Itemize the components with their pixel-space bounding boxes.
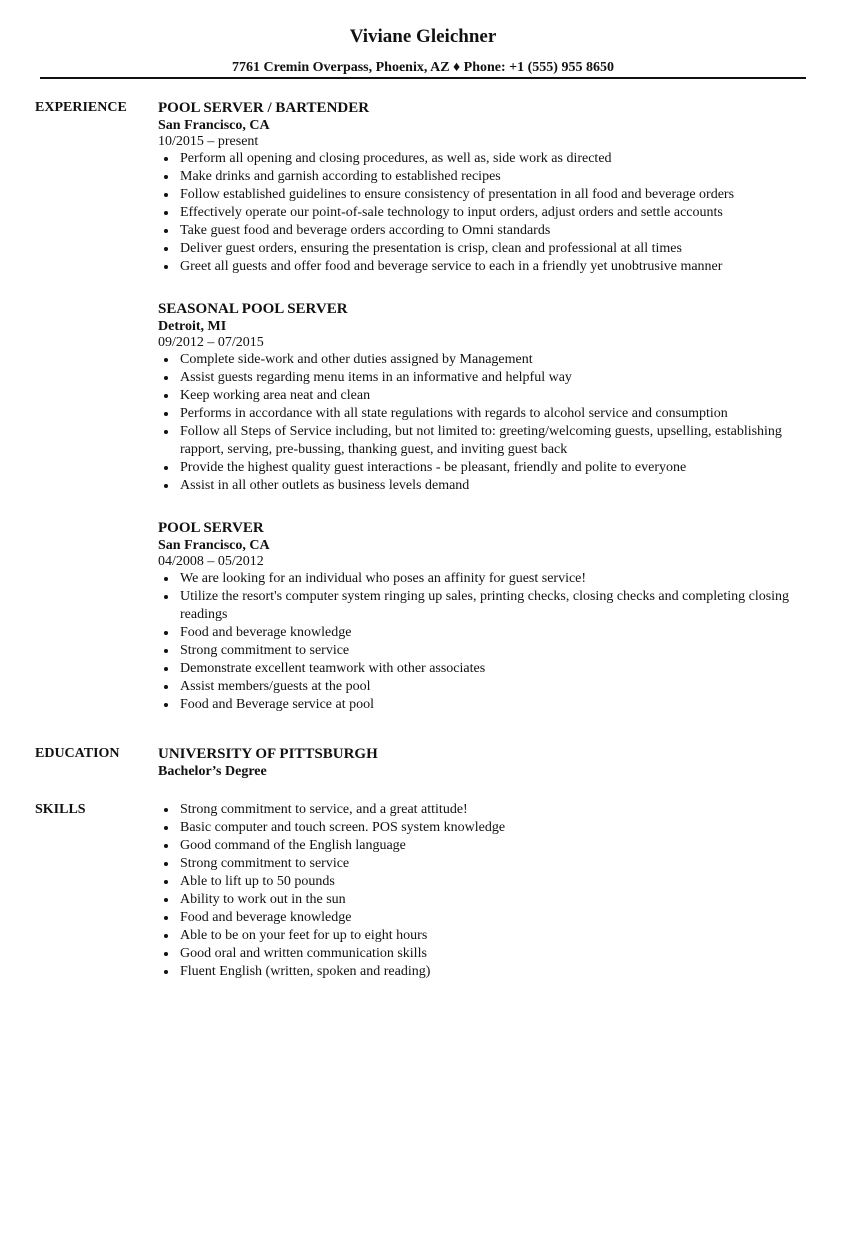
education-label: EDUCATION [35, 746, 120, 761]
job-dates: 10/2015 – present [158, 134, 259, 149]
job-bullet: Greet all guests and offer food and beverage service to each in a friendly yet unobtrusive manner [158, 258, 818, 276]
job-bullet: Take guest food and beverage orders according to Omni standards [158, 222, 818, 240]
skill-item: Strong commitment to service, and a great attitude! [158, 801, 818, 819]
job-bullet: Assist members/guests at the pool [158, 678, 818, 696]
degree-name: Bachelor’s Degree [158, 764, 267, 779]
job-bullet: Provide the highest quality guest interactions - be pleasant, friendly and polite to everyone [158, 459, 818, 477]
skill-item: Basic computer and touch screen. POS system knowledge [158, 819, 818, 837]
skill-item: Good command of the English language [158, 837, 818, 855]
skills-list [158, 801, 818, 981]
job-location: San Francisco, CA [158, 538, 270, 553]
job-bullet: We are looking for an individual who poses an affinity for guest service! [158, 570, 818, 588]
job-bullet-list [158, 351, 818, 495]
job-bullet: Make drinks and garnish according to established recipes [158, 168, 818, 186]
job-entry [158, 519, 818, 714]
experience-label: EXPERIENCE [35, 100, 127, 115]
job-bullet: Performs in accordance with all state regulations with regards to alcohol service and consumption [158, 405, 818, 423]
contact-line: 7761 Cremin Overpass, Phoenix, AZ ♦ Phone: +1 (555) 955 8650 [232, 60, 614, 75]
skill-item: Able to lift up to 50 pounds [158, 873, 818, 891]
skill-item: Ability to work out in the sun [158, 891, 818, 909]
job-location: San Francisco, CA [158, 118, 270, 133]
job-bullet: Follow all Steps of Service including, but not limited to: greeting/welcoming guests, upselling, establishing rapport, serving, pre-bussing, thanking guest, and inviting guest back [158, 423, 818, 459]
candidate-name: Viviane Gleichner [349, 26, 497, 47]
job-bullet: Assist guests regarding menu items in an informative and helpful way [158, 369, 818, 387]
job-bullet: Perform all opening and closing procedures, as well as, side work as directed [158, 150, 818, 168]
skills-body [158, 801, 818, 981]
job-title: POOL SERVER [158, 520, 264, 536]
job-bullet: Effectively operate our point-of-sale technology to input orders, adjust orders and settle accounts [158, 204, 818, 222]
skill-item: Food and beverage knowledge [158, 909, 818, 927]
job-bullet: Deliver guest orders, ensuring the presentation is crisp, clean and professional at all times [158, 240, 818, 258]
job-bullet: Utilize the resort's computer system ringing up sales, printing checks, closing checks and completing closing readings [158, 588, 818, 624]
job-entry [158, 300, 818, 495]
school-name: UNIVERSITY OF PITTSBURGH [158, 746, 378, 762]
job-bullet: Keep working area neat and clean [158, 387, 818, 405]
job-title: POOL SERVER / BARTENDER [158, 100, 370, 116]
header-divider [40, 77, 806, 79]
experience-body [158, 99, 818, 714]
education-body [158, 745, 818, 781]
job-title: SEASONAL POOL SERVER [158, 301, 348, 317]
job-bullet: Strong commitment to service [158, 642, 818, 660]
job-bullet: Complete side-work and other duties assigned by Management [158, 351, 818, 369]
job-dates: 09/2012 – 07/2015 [158, 335, 264, 350]
skill-item: Fluent English (written, spoken and reading) [158, 963, 818, 981]
skills-label: SKILLS [35, 802, 86, 817]
skill-item: Able to be on your feet for up to eight hours [158, 927, 818, 945]
job-bullet: Food and beverage knowledge [158, 624, 818, 642]
job-dates: 04/2008 – 05/2012 [158, 554, 264, 569]
job-bullet-list [158, 570, 818, 714]
skill-item: Good oral and written communication skills [158, 945, 818, 963]
job-location: Detroit, MI [158, 319, 227, 334]
skill-item: Strong commitment to service [158, 855, 818, 873]
job-bullet: Follow established guidelines to ensure consistency of presentation in all food and beverage orders [158, 186, 818, 204]
job-bullet-list [158, 150, 818, 276]
job-entry [158, 99, 818, 276]
job-bullet: Demonstrate excellent teamwork with other associates [158, 660, 818, 678]
job-bullet: Food and Beverage service at pool [158, 696, 818, 714]
job-bullet: Assist in all other outlets as business levels demand [158, 477, 818, 495]
